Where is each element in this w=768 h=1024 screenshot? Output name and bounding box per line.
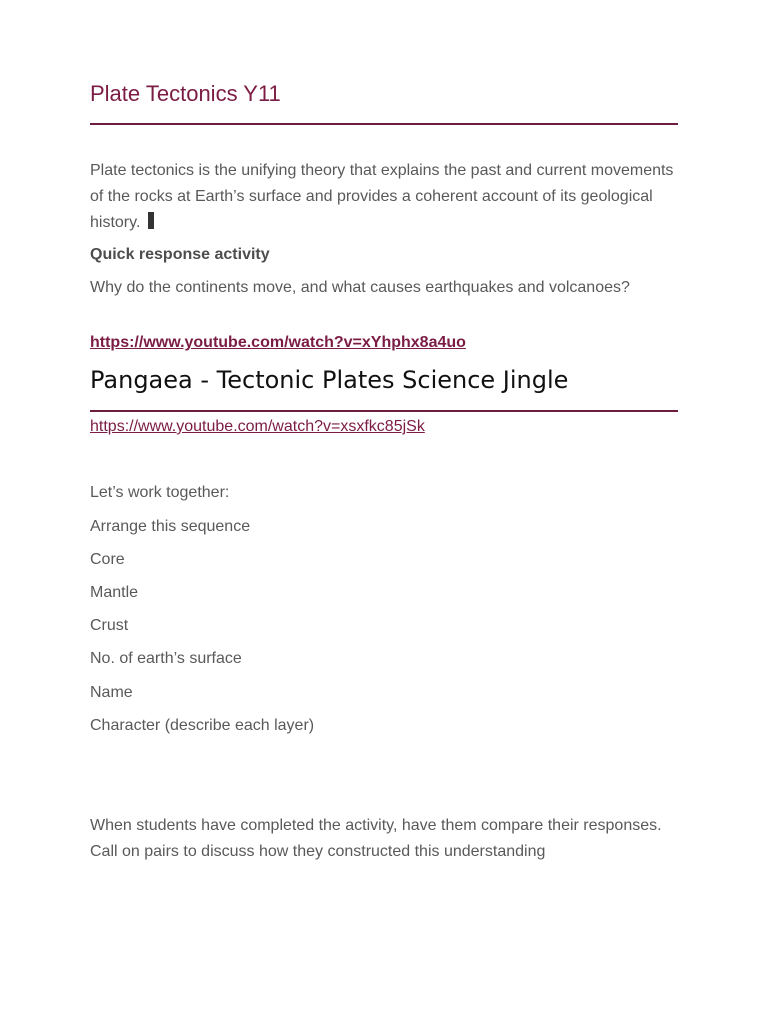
- list-item: Name: [90, 684, 133, 701]
- list-item: Core: [90, 551, 125, 568]
- video-link-2[interactable]: https://www.youtube.com/watch?v=xsxfkc85jSk: [90, 418, 425, 435]
- intro-paragraph: [90, 158, 678, 236]
- activity-heading: Quick response activity: [90, 246, 270, 263]
- closing-paragraph: When students have completed the activity, have them compare their responses. Call on pairs to discuss how they constructed this understanding: [90, 817, 662, 860]
- list-item: Crust: [90, 617, 129, 634]
- text-cursor-icon: [148, 212, 154, 229]
- list-item: No. of earth’s surface: [90, 650, 242, 667]
- list-item: Character (describe each layer): [90, 717, 315, 734]
- work-together-text: Let’s work together:: [90, 484, 230, 501]
- title-divider: [90, 123, 678, 125]
- list-item: Mantle: [90, 584, 139, 601]
- page-title: Plate Tectonics Y11: [90, 81, 281, 106]
- heading-divider: [90, 410, 678, 412]
- arrange-text: Arrange this sequence: [90, 518, 251, 535]
- intro-text: Plate tectonics is the unifying theory that explains the past and current movements of the rocks at Earth’s surface and provides a coherent account of its geological history.: [90, 162, 674, 231]
- video-heading: Pangaea - Tectonic Plates Science Jingle: [90, 366, 569, 394]
- question-text: Why do the continents move, and what causes earthquakes and volcanoes?: [90, 279, 630, 296]
- video-link-1[interactable]: https://www.youtube.com/watch?v=xYhphx8a4uo: [90, 334, 466, 351]
